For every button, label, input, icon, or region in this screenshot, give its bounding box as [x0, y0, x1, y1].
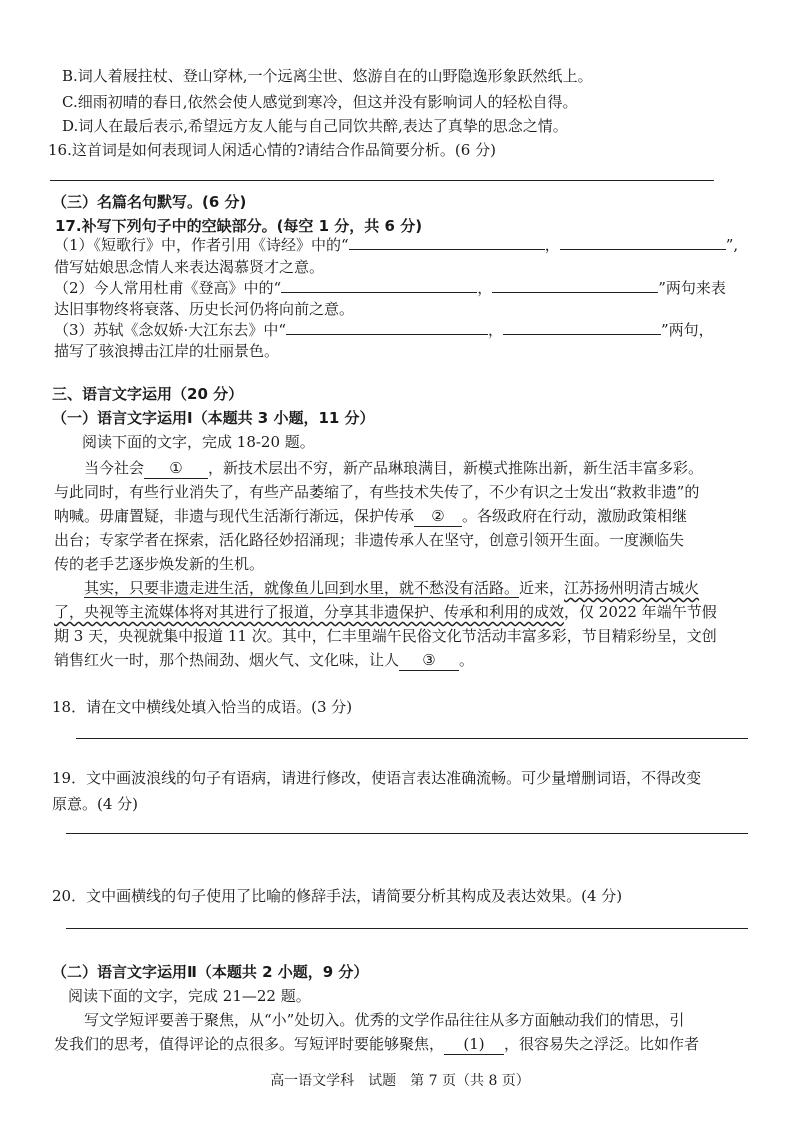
q17-blank-5[interactable]: [286, 320, 488, 335]
metaphor-sentence: 其实，只要非遗走进生活，就像鱼儿回到水里，就不愁没有活路。: [84, 579, 520, 597]
p2-line1-plain: 近来，: [519, 579, 565, 597]
q17-item1-sep: ，: [544, 236, 560, 254]
sub1-heading: （一）语言文字运用Ⅰ（本题共 3 小题，11 分）: [52, 409, 375, 427]
p2-line4: [54, 650, 474, 671]
blank-2[interactable]: ②: [414, 506, 462, 527]
blank-4[interactable]: (1): [444, 1034, 504, 1055]
answer-line-19[interactable]: [66, 833, 748, 834]
blank-3[interactable]: ③: [399, 650, 459, 671]
q17-blank-2[interactable]: [560, 235, 726, 250]
question-19-line2: 原意。(4 分): [52, 795, 139, 813]
q17-item1-prefix: （1）《短歌行》中，作者引用《诗经》中的“: [54, 236, 349, 254]
q17-item3-line2: 描写了骇浪搏击江岸的壮丽景色。: [54, 342, 280, 360]
p1-line3-b: 。各级政府在行动，激励政策相继: [462, 507, 688, 525]
q17-blank-3[interactable]: [281, 278, 477, 293]
q17-item2-sep: ，: [477, 279, 493, 297]
question-16: 16.这首词是如何表现词人闲适心情的?请结合作品简要分析。(6 分): [48, 141, 496, 159]
p1-line4: 出台；专家学者在探索，活化路径妙招涌现；非遗传承人在坚守，创意引领开生面。一度濒临失: [54, 531, 685, 549]
p1-line2: 与此同时，有些行业消失了，有些产品萎缩了，有些技术失传了，不少有识之士发出“救救非遗”的: [54, 483, 700, 501]
p2-line2: [54, 602, 717, 622]
p3-line2-a: 发我们的思考，值得评论的点很多。写短评时要能够聚焦，: [54, 1035, 445, 1053]
reading-intro-1: 阅读下面的文字，完成 18-20 题。: [82, 433, 315, 451]
question-17: 17.补写下列句子中的空缺部分。(每空 1 分，共 6 分): [55, 217, 423, 235]
answer-line-20[interactable]: [66, 928, 748, 929]
p2-line1: [84, 578, 699, 598]
blank-1[interactable]: ①: [144, 458, 208, 479]
q17-item3-line1: [54, 320, 714, 340]
p2-line4-a: 销售红火一时，那个热闹劲、烟火气、文化味，让人: [54, 651, 400, 669]
p2-line4-b: 。: [459, 651, 475, 669]
p1-line3-a: 呐喊。毋庸置疑，非遗与现代生活渐行渐远，保护传承: [54, 507, 415, 525]
p3-line2: [54, 1034, 699, 1055]
faulty-sentence-part2: 了，央视等主流媒体将对其进行了报道，分享其非遗保护、传承和利用的成效: [54, 603, 565, 621]
p1-line1-a: 当今社会: [84, 459, 145, 477]
q17-item2-line1: [54, 278, 726, 298]
p1-line1: [84, 458, 703, 479]
p2-line2-plain: ，仅 2022 年端午节假: [564, 603, 717, 621]
part3-heading: 三、语言文字运用（20 分）: [52, 385, 244, 403]
option-b: B.词人着屐拄杖、登山穿林,一个远离尘世、悠游自在的山野隐逸形象跃然纸上。: [62, 67, 593, 85]
option-c: C.细雨初晴的春日,依然会使人感觉到寒冷，但这并没有影响词人的轻松自得。: [62, 93, 578, 111]
section-heading-recitation: （三）名篇名句默写。(6 分): [52, 193, 247, 211]
q17-item1-line2: 借写姑娘思念情人来表达渴慕贤才之意。: [54, 258, 325, 276]
q17-item2-line2: 达旧事物终将衰落、历史长河仍将向前之意。: [54, 300, 355, 318]
option-d: D.词人在最后表示,希望远方友人能与自己同饮共醉,表达了真挚的思念之情。: [62, 117, 568, 135]
q17-item1-line1: [54, 235, 738, 255]
page-footer: 高一语文学科 试题 第 7 页（共 8 页）: [270, 1073, 530, 1089]
q17-item3-prefix: （3）苏轼《念奴娇·大江东去》中“: [54, 321, 286, 339]
p1-line3: [54, 506, 687, 527]
reading-intro-2: 阅读下面的文字，完成 21—22 题。: [68, 987, 311, 1005]
answer-line-16[interactable]: [50, 180, 714, 181]
question-20: 20．文中画横线的句子使用了比喻的修辞手法，请简要分析其构成及表达效果。(4 分): [52, 887, 623, 905]
q17-item2-end: ”两句来表: [658, 279, 726, 297]
q17-item3-end: ”两句，: [661, 321, 714, 339]
q17-blank-1[interactable]: [349, 235, 545, 250]
question-18: 18．请在文中横线处填入恰当的成语。(3 分): [52, 698, 353, 716]
q17-blank-6[interactable]: [503, 320, 661, 335]
p3-line2-b: ，很容易失之浮泛。比如作者: [504, 1035, 700, 1053]
faulty-sentence-part1: 江苏扬州明清古城火: [564, 579, 700, 597]
sub2-heading: （二）语言文字运用Ⅱ（本题共 2 小题，9 分）: [52, 963, 369, 981]
p1-line5: 传的老手艺逐步焕发新的生机。: [54, 555, 265, 573]
p2-line3: 期 3 天，央视就集中报道 11 次。其中，仁丰里端午民俗文化节活动丰富多彩，节目精彩纷呈，文创: [54, 627, 717, 645]
q17-item1-end: ”,: [725, 236, 739, 254]
answer-line-18[interactable]: [76, 738, 748, 739]
question-19-line1: 19．文中画波浪线的句子有语病，请进行修改，使语言表达准确流畅。可少量增删词语，不得改变: [52, 769, 702, 787]
q17-item3-sep: ，: [487, 321, 503, 339]
p3-line1: 写文学短评要善于聚焦，从“小”处切入。优秀的文学作品往往从多方面触动我们的情思，引: [84, 1011, 685, 1029]
q17-item2-prefix: （2）今人常用杜甫《登高》中的“: [54, 279, 282, 297]
q17-blank-4[interactable]: [492, 278, 658, 293]
p1-line1-b: ，新技术层出不穷，新产品琳琅满目，新模式推陈出新，新生活丰富多彩。: [208, 459, 704, 477]
